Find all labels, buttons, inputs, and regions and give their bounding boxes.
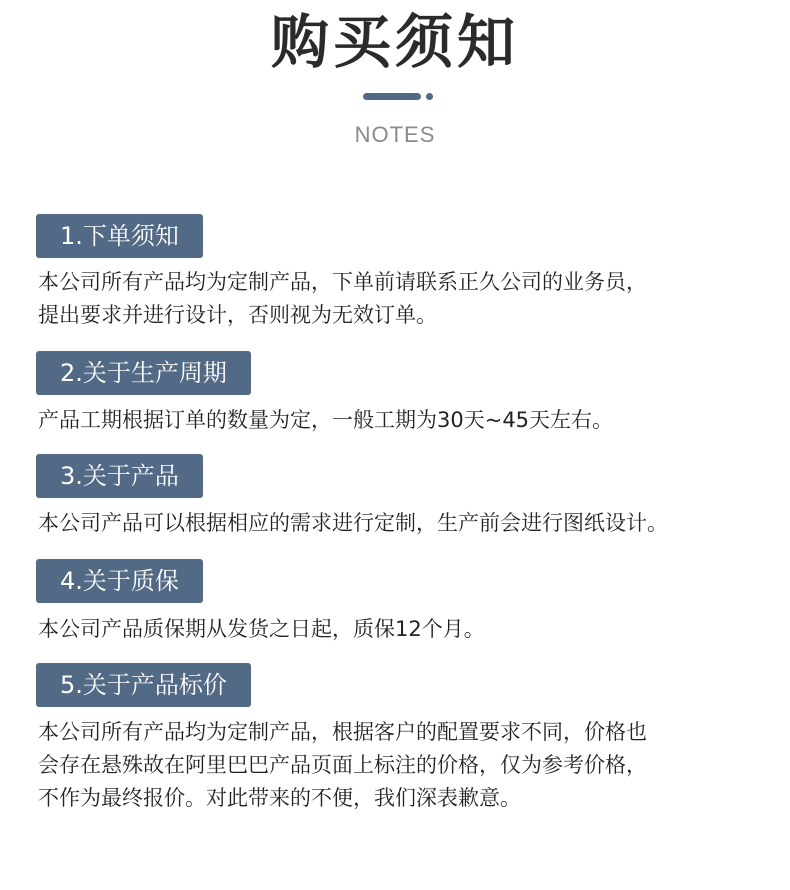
section-2-heading: 2.关于生产周期 [36, 351, 251, 395]
section-4-line-1: 本公司产品质保期从发货之日起，质保12个月。 [38, 617, 485, 641]
section-1-line-2: 提出要求并进行设计，否则视为无效订单。 [38, 303, 437, 327]
section-5-body [38, 716, 778, 815]
section-5-heading: 5.关于产品标价 [36, 663, 251, 707]
section-4-body [38, 613, 778, 646]
section-3-line-1: 本公司产品可以根据相应的需求进行定制，生产前会进行图纸设计。 [38, 511, 668, 535]
section-3-body [38, 507, 778, 540]
page-subtitle: NOTES [354, 122, 436, 147]
section-1-body [38, 266, 778, 332]
section-1-heading: 1.下单须知 [36, 214, 203, 258]
section-2-body [38, 404, 778, 437]
title-underline-dot [426, 93, 433, 100]
section-3-heading: 3.关于产品 [36, 454, 203, 498]
section-1-line-1: 本公司所有产品均为定制产品，下单前请联系正久公司的业务员， [38, 270, 647, 294]
section-4-heading: 4.关于质保 [36, 559, 203, 603]
section-5-line-3: 不作为最终报价。对此带来的不便，我们深表歉意。 [38, 786, 521, 810]
section-2-line-1: 产品工期根据订单的数量为定，一般工期为30天~45天左右。 [38, 408, 614, 432]
section-5-line-2: 会存在悬殊故在阿里巴巴产品页面上标注的价格，仅为参考价格， [38, 753, 647, 777]
page-title: 购买须知 [270, 8, 519, 76]
section-5-line-1: 本公司所有产品均为定制产品，根据客户的配置要求不同，价格也 [38, 720, 647, 744]
title-underline-bar [363, 93, 421, 100]
